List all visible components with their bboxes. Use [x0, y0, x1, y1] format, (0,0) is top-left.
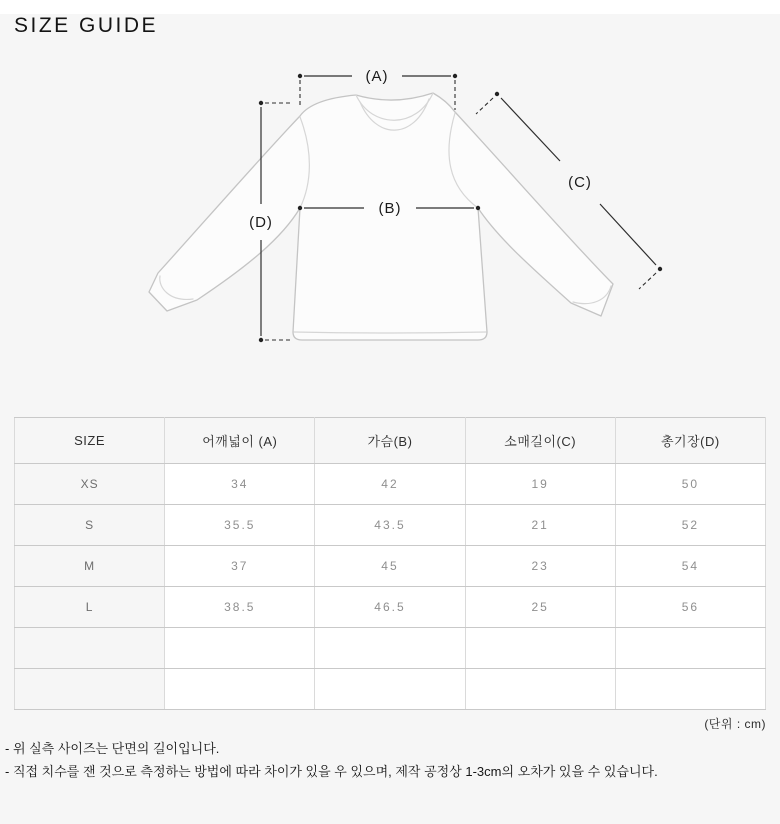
cell-value: 43.5 — [315, 505, 465, 546]
cell-value: 50 — [615, 464, 765, 505]
size-table — [14, 417, 766, 710]
cell-value: 42 — [315, 464, 465, 505]
table-row-xs — [15, 464, 766, 505]
label-sleeve-c: (C) — [568, 174, 592, 191]
cell-value: 19 — [465, 464, 615, 505]
page-title: SIZE GUIDE — [14, 14, 159, 37]
cell-value: 38.5 — [165, 587, 315, 628]
cell-size — [15, 628, 165, 669]
cell-value — [165, 669, 315, 710]
footnote-line: - 위 실측 사이즈는 단면의 길이입니다. — [5, 741, 220, 756]
header-size: SIZE — [15, 418, 165, 464]
cell-size: M — [15, 546, 165, 587]
cell-value — [465, 628, 615, 669]
cell-value — [615, 628, 765, 669]
table-row-empty — [15, 669, 766, 710]
table-row-s — [15, 505, 766, 546]
cell-value: 35.5 — [165, 505, 315, 546]
table-row-empty — [15, 628, 766, 669]
label-chest-b: (B) — [378, 200, 402, 217]
cell-value — [165, 628, 315, 669]
cell-size: S — [15, 505, 165, 546]
table-row-m — [15, 546, 766, 587]
label-length-d: (D) — [249, 214, 273, 231]
cell-value: 52 — [615, 505, 765, 546]
cell-value — [315, 669, 465, 710]
units-label: (단위 : cm) — [704, 717, 766, 731]
cell-value: 54 — [615, 546, 765, 587]
cell-value: 34 — [165, 464, 315, 505]
cell-value: 25 — [465, 587, 615, 628]
header-sleeve: 소매길이(C) — [465, 418, 615, 464]
cell-value — [615, 669, 765, 710]
size-diagram — [0, 61, 780, 381]
footnote-line: - 직접 치수를 잰 것으로 측정하는 방법에 따라 차이가 있을 우 있으며, 제작 공정상 1-3cm의 오차가 있을 수 있습니다. — [5, 764, 658, 779]
cell-value: 46.5 — [315, 587, 465, 628]
cell-value: 23 — [465, 546, 615, 587]
header-shoulder: 어깨넓이 (A) — [165, 418, 315, 464]
cell-size — [15, 669, 165, 710]
cell-value: 56 — [615, 587, 765, 628]
cell-value — [315, 628, 465, 669]
header-length: 총기장(D) — [615, 418, 765, 464]
table-row-l — [15, 587, 766, 628]
size-table-header-row — [15, 418, 766, 464]
footnotes — [5, 737, 775, 783]
cell-value: 45 — [315, 546, 465, 587]
header-chest: 가슴(B) — [315, 418, 465, 464]
cell-value: 37 — [165, 546, 315, 587]
cell-value — [465, 669, 615, 710]
cell-value: 21 — [465, 505, 615, 546]
cell-size: L — [15, 587, 165, 628]
label-shoulder-a: (A) — [365, 68, 389, 85]
cell-size: XS — [15, 464, 165, 505]
